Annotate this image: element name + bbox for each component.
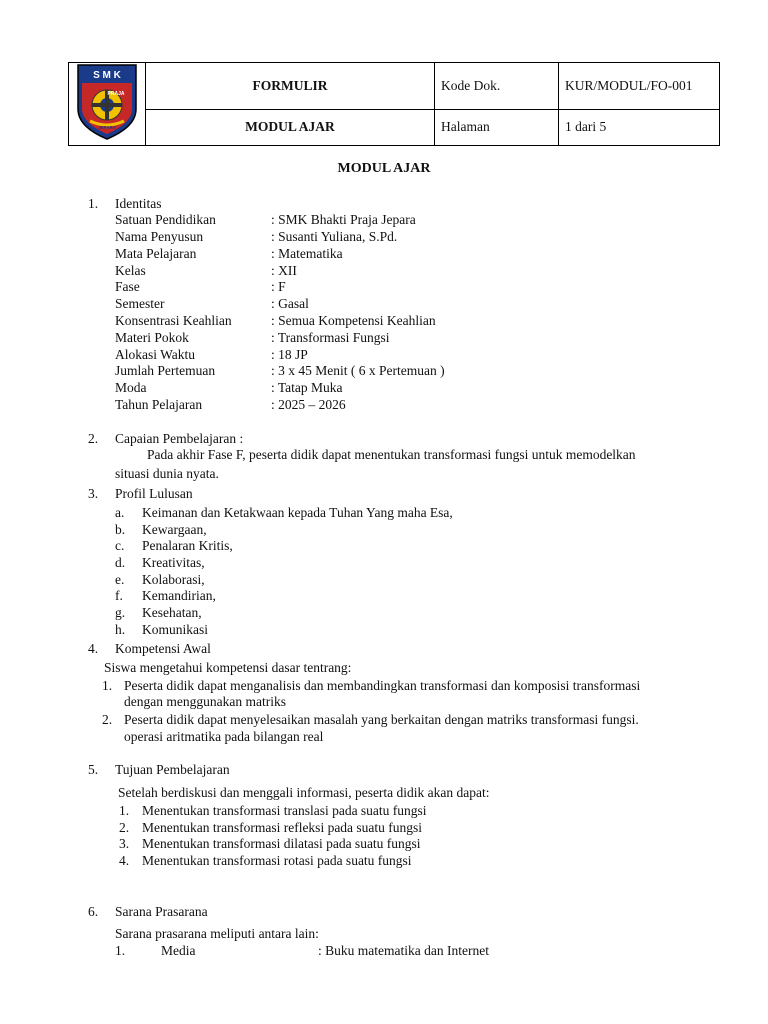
- section-number: 3.: [88, 486, 99, 501]
- identity-label: Kelas: [115, 263, 146, 278]
- section-heading-identitas: Identitas: [115, 196, 162, 211]
- section-heading-sarana: Sarana Prasarana: [115, 904, 208, 919]
- list-item: Kemandirian,: [142, 588, 216, 603]
- list-item: Kolaborasi,: [142, 572, 205, 587]
- list-item: Penalaran Kritis,: [142, 538, 233, 553]
- list-marker: c.: [115, 538, 125, 553]
- list-item: Menentukan transformasi rotasi pada suatu fungsi: [142, 853, 412, 868]
- identity-value: : 3 x 45 Menit ( 6 x Pertemuan ): [271, 363, 445, 378]
- list-item: Kreativitas,: [142, 555, 205, 570]
- identity-value: : Matematika: [271, 246, 343, 261]
- doc-code-value: KUR/MODUL/FO-001: [559, 63, 720, 110]
- form-label: FORMULIR: [146, 63, 435, 110]
- identity-label: Alokasi Waktu: [115, 347, 196, 362]
- identity-label: Materi Pokok: [115, 330, 189, 345]
- paragraph-line: Siswa mengetahui kompetensi dasar tentrang:: [104, 660, 352, 675]
- identity-value: : Susanti Yuliana, S.Pd.: [271, 229, 398, 244]
- identity-value: : Transformasi Fungsi: [271, 330, 390, 345]
- identity-value: : F: [271, 279, 286, 294]
- identity-label: Konsentrasi Keahlian: [115, 313, 232, 328]
- section-heading-profil: Profil Lulusan: [115, 486, 193, 501]
- paragraph-line: Setelah berdiskusi dan menggali informasi, peserta didik akan dapat:: [118, 785, 490, 800]
- identity-value: : Tatap Muka: [271, 380, 343, 395]
- list-item: Menentukan transformasi dilatasi pada suatu fungsi: [142, 836, 421, 851]
- section-number: 5.: [88, 762, 99, 777]
- identity-value: : 18 JP: [271, 347, 308, 362]
- list-marker: 1.: [119, 803, 130, 818]
- identity-label: Semester: [115, 296, 165, 311]
- list-item: Menentukan transformasi refleksi pada suatu fungsi: [142, 820, 423, 835]
- list-item-continuation: dengan menggunakan matriks: [124, 694, 286, 709]
- doc-code-label: Kode Dok.: [435, 63, 559, 110]
- section-number: 2.: [88, 431, 99, 446]
- identity-value: : 2025 – 2026: [271, 397, 346, 412]
- identity-label: Tahun Pelajaran: [115, 397, 203, 412]
- logo-city: JEPARA: [98, 125, 116, 130]
- section-heading-capaian: Capaian Pembelajaran :: [115, 431, 244, 446]
- identity-label: Jumlah Pertemuan: [115, 363, 216, 378]
- section-number: 4.: [88, 641, 99, 656]
- list-item-label: Media: [161, 943, 196, 958]
- list-item: Kewargaan,: [142, 522, 207, 537]
- identity-label: Satuan Pendidikan: [115, 212, 216, 227]
- identity-value: : Semua Kompetensi Keahlian: [271, 313, 436, 328]
- list-marker: 1.: [102, 678, 113, 693]
- list-item: Peserta didik dapat menyelesaikan masalah yang berkaitan dengan matriks transformasi fungsi.: [124, 712, 639, 727]
- list-item-value: : Buku matematika dan Internet: [318, 943, 489, 958]
- list-item: Komunikasi: [142, 622, 208, 637]
- identity-label: Mata Pelajaran: [115, 246, 197, 261]
- section-heading-kompetensi: Kompetensi Awal: [115, 641, 211, 656]
- module-label: MODUL AJAR: [146, 109, 435, 145]
- list-item: Menentukan transformasi translasi pada suatu fungsi: [142, 803, 427, 818]
- document-header-table: [68, 62, 720, 146]
- identity-value: : SMK Bhakti Praja Jepara: [271, 212, 416, 227]
- school-logo-icon: [72, 63, 142, 141]
- list-marker: h.: [115, 622, 126, 637]
- section-number: 1.: [88, 196, 99, 211]
- identity-label: Moda: [115, 380, 147, 395]
- list-marker: e.: [115, 572, 125, 587]
- paragraph-line: Sarana prasarana meliputi antara lain:: [115, 926, 319, 941]
- identity-value: : Gasal: [271, 296, 309, 311]
- section-heading-tujuan: Tujuan Pembelajaran: [115, 762, 230, 777]
- list-item: Keimanan dan Ketakwaan kepada Tuhan Yang maha Esa,: [142, 505, 453, 520]
- list-marker: d.: [115, 555, 126, 570]
- page-value: 1 dari 5: [559, 109, 720, 145]
- identity-label: Nama Penyusun: [115, 229, 204, 244]
- logo-text: S M K: [93, 70, 121, 81]
- section-number: 6.: [88, 904, 99, 919]
- list-marker: f.: [115, 588, 123, 603]
- identity-value: : XII: [271, 263, 297, 278]
- paragraph-line: situasi dunia nyata.: [115, 466, 219, 481]
- list-item: Peserta didik dapat menganalisis dan membandingkan transformasi dan komposisi transformasi: [124, 678, 641, 693]
- list-marker: 4.: [119, 853, 130, 868]
- document-title: MODUL AJAR: [337, 161, 431, 176]
- list-marker: 3.: [119, 836, 130, 851]
- identity-label: Fase: [115, 279, 140, 294]
- list-marker: a.: [115, 505, 125, 520]
- paragraph-line: Pada akhir Fase F, peserta didik dapat menentukan transformasi fungsi untuk memodelkan: [147, 447, 636, 462]
- logo-motto: PRAJA: [107, 91, 125, 97]
- list-item: Kesehatan,: [142, 605, 202, 620]
- list-marker: b.: [115, 522, 126, 537]
- list-item-continuation: operasi aritmatika pada bilangan real: [124, 729, 324, 744]
- list-marker: 2.: [102, 712, 113, 727]
- list-marker: g.: [115, 605, 126, 620]
- school-logo-cell: [69, 63, 146, 146]
- page-label: Halaman: [435, 109, 559, 145]
- list-marker: 2.: [119, 820, 130, 835]
- list-marker: 1.: [115, 943, 126, 958]
